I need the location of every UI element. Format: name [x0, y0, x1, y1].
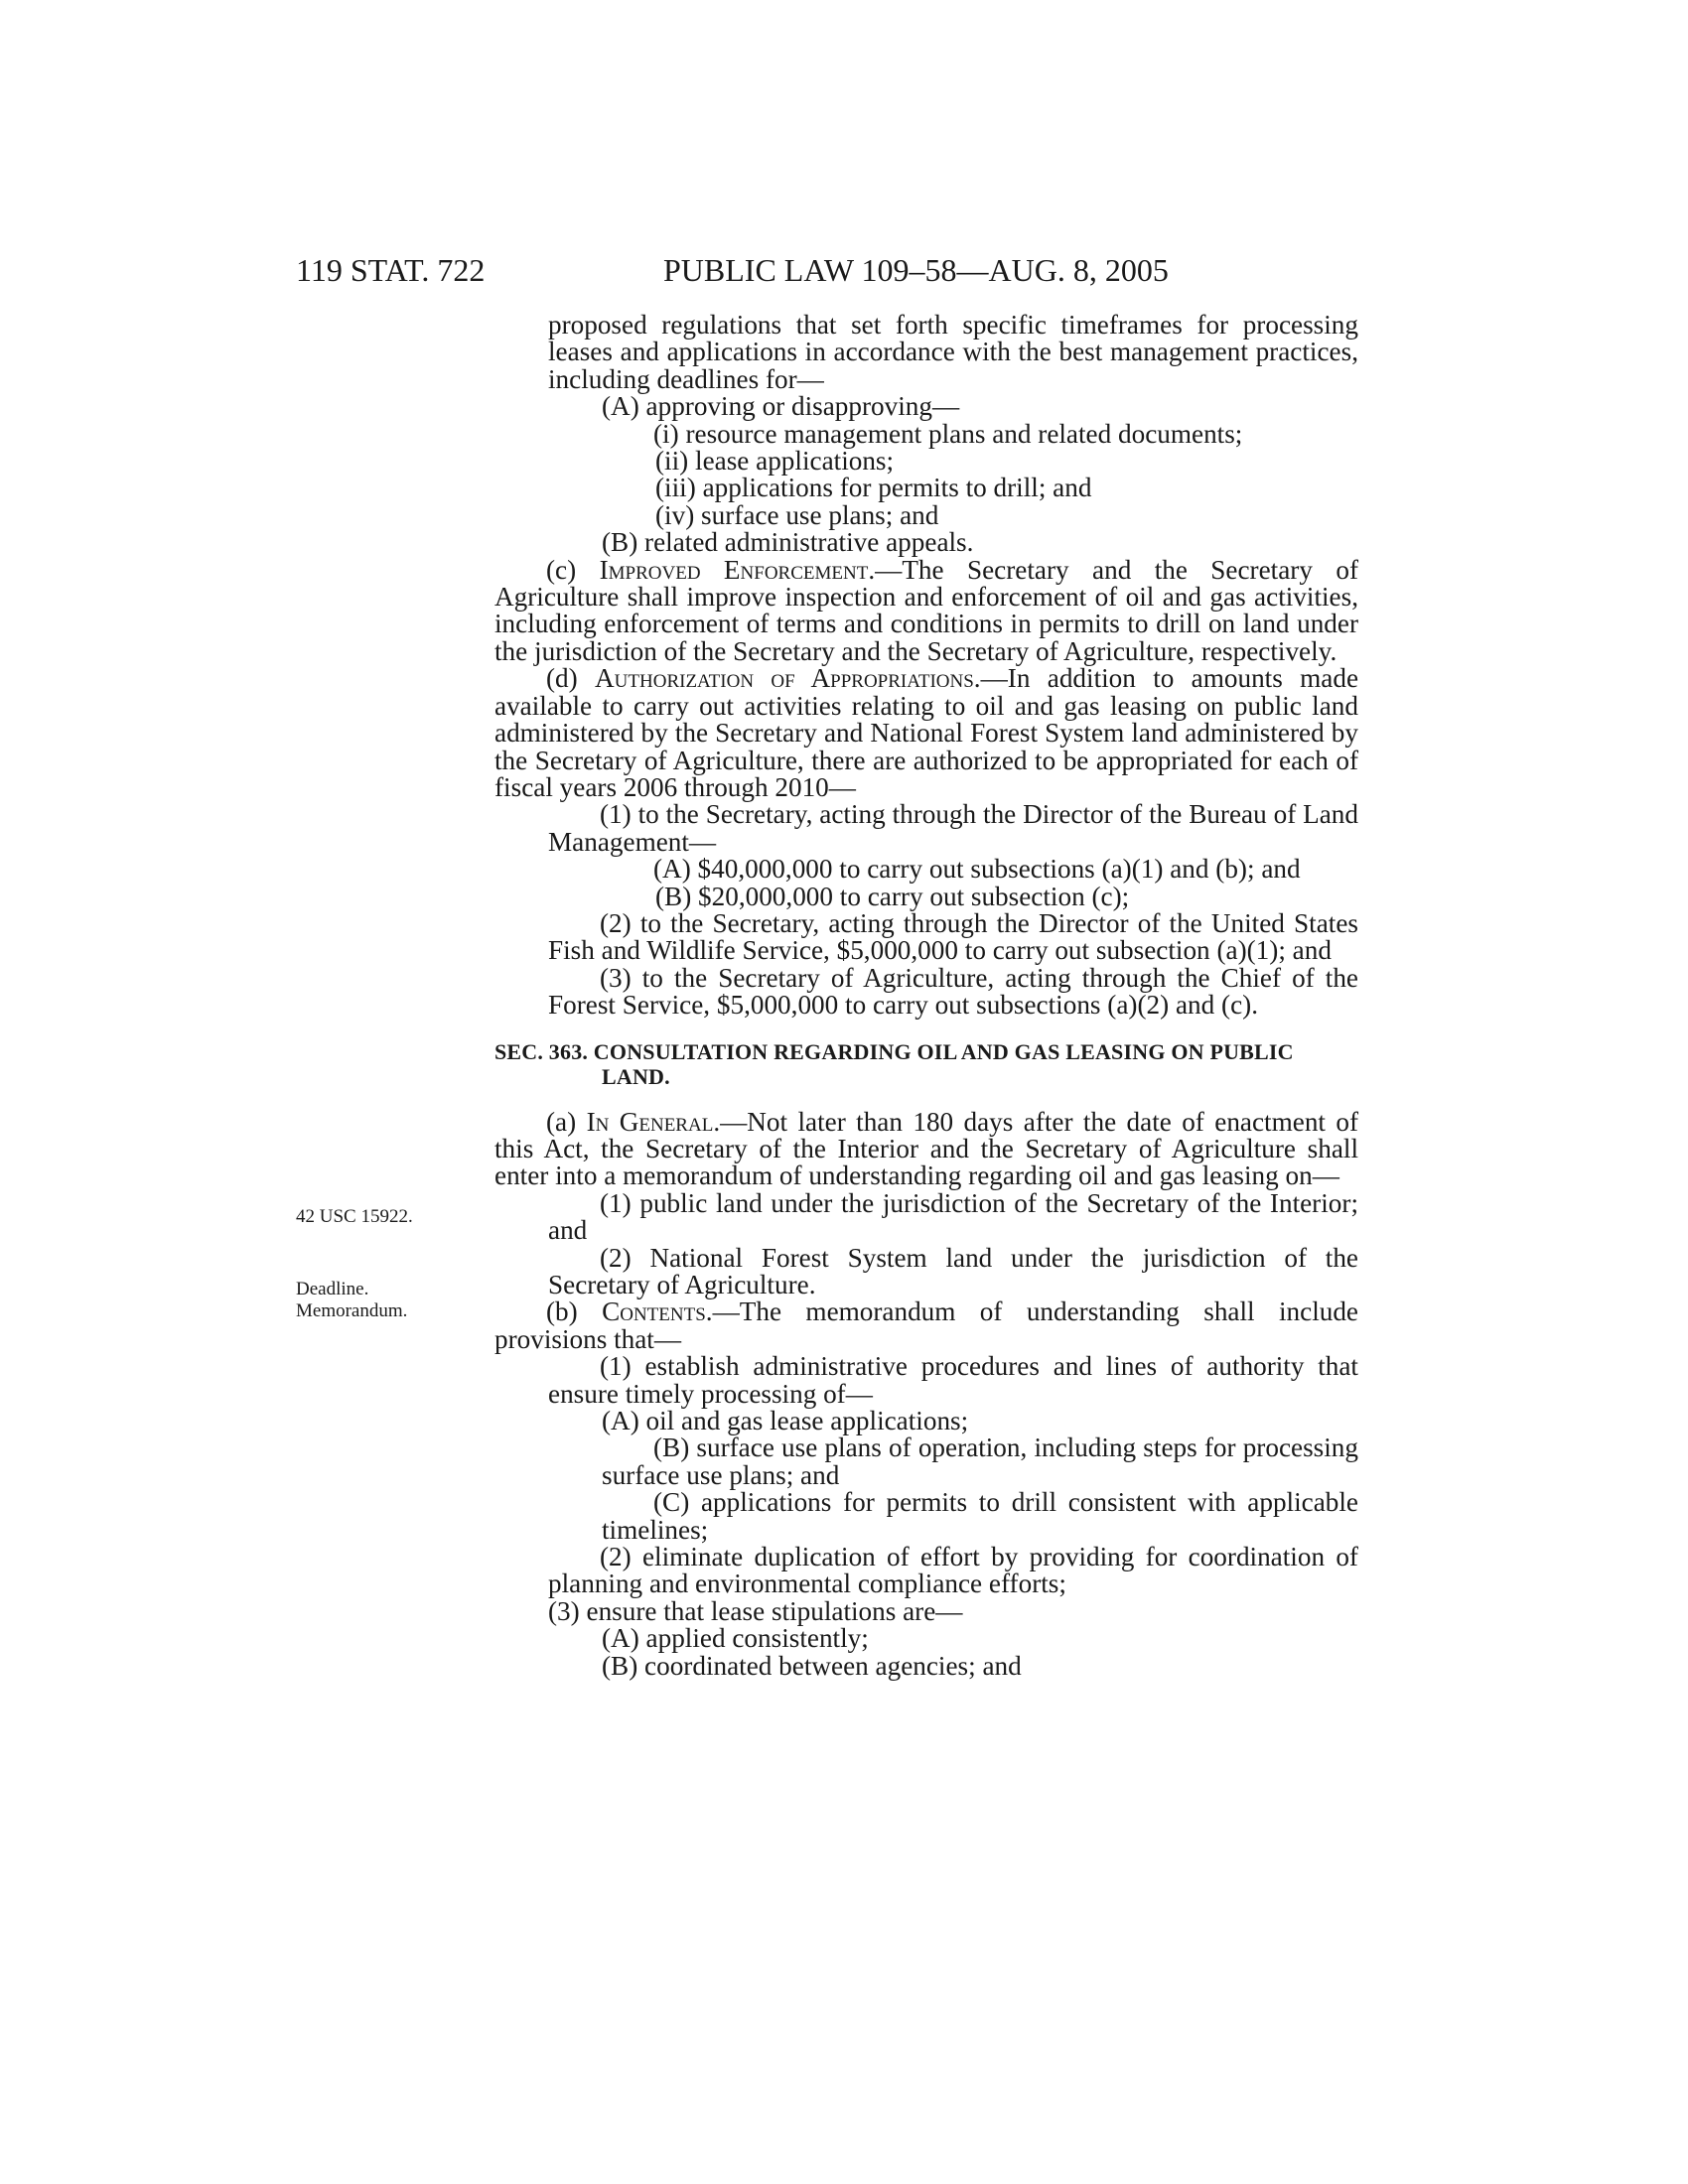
- paragraph-3-forest-service: (3) to the Secretary of Agriculture, acting through the Chief of the Forest Service, $5,000,000 to carry out subsections (a)(2) and (c).: [548, 962, 1358, 1021]
- subsection-d-label: (d): [546, 663, 596, 694]
- subsection-a-general: [494, 1106, 1358, 1191]
- paragraph-1-public-land: (1) public land under the jurisdiction of the Secretary of the Interior; and: [548, 1187, 1358, 1246]
- margin-note-usc: 42 USC 15922.: [296, 1206, 413, 1227]
- paragraph-continuation: proposed regulations that set forth specific timeframes for processing leases and applications in accordance with the best management practices, including deadlines for—: [548, 310, 1358, 394]
- subparagraph-c-permits: (C) applications for permits to drill consistent with applicable timelines;: [602, 1487, 1358, 1545]
- subsection-b-heading: Contents: [602, 1297, 706, 1327]
- body-text: [494, 312, 1358, 1680]
- paragraph-1-blm: (1) to the Secretary, acting through the Director of the Bureau of Land Management—: [548, 799, 1358, 857]
- clause-i-resource-plans: (i) resource management plans and related documents;: [653, 418, 1243, 449]
- subsection-c-enforcement: [494, 554, 1358, 666]
- subparagraph-a-40m: (A) $40,000,000 to carry out subsections (a)(1) and (b); and: [653, 854, 1301, 885]
- paragraph-b-appeals: (B) related administrative appeals.: [602, 527, 974, 558]
- subsection-c-heading: Improved Enforcement: [599, 554, 869, 585]
- subparagraph-b-coordinated: (B) coordinated between agencies; and: [602, 1650, 1022, 1681]
- margin-note-memorandum: Memorandum.: [296, 1300, 408, 1321]
- paragraph-1-procedures: (1) establish administrative procedures and lines of authority that ensure timely processing of—: [548, 1351, 1358, 1409]
- clause-iii-permits: (iii) applications for permits to drill; and: [655, 473, 1092, 503]
- subsection-a-text: .—Not later than 180 days after the date of enactment of this Act, the Secretary of the Interior and the Secretary of Agriculture shall enter into a memorandum of understanding regarding oil and gas leasing on—: [494, 1106, 1358, 1191]
- paragraph-3-text: (3) ensure that lease stipulations are—: [548, 1595, 963, 1626]
- subsection-b-text: .—The memorandum of understanding shall include provisions that—: [494, 1297, 1359, 1354]
- subsection-a-heading: In General: [586, 1106, 714, 1137]
- subsection-a-label: (a): [546, 1106, 587, 1137]
- subsection-b-label: (b): [546, 1297, 603, 1327]
- subparagraph-a-consistently: (A) applied consistently;: [602, 1623, 869, 1654]
- paragraph-a-approving: (A) approving or disapproving—: [602, 391, 960, 422]
- subsection-b-contents: [494, 1298, 1358, 1353]
- subsection-c-label: (c): [546, 554, 600, 585]
- subparagraph-b-20m: (B) $20,000,000 to carry out subsection (c);: [655, 881, 1130, 911]
- subsection-c-text: .—The Secretary and the Secretary of Agriculture shall improve inspection and enforcement of oil and gas activities, including enforcement of terms and conditions in permits to drill on land under the jurisdiction of the Secretary and the Secretary of Agriculture, respectively.: [494, 554, 1358, 666]
- subsection-d-heading: Authorization of Appropriations: [595, 663, 974, 694]
- margin-note-deadline: Deadline.: [296, 1279, 369, 1299]
- paragraph-2-duplication: (2) eliminate duplication of effort by providing for coordination of planning and environmental compliance efforts;: [548, 1542, 1358, 1599]
- subparagraph-a-lease-apps: (A) oil and gas lease applications;: [602, 1406, 969, 1436]
- subsection-d-text: .—In addition to amounts made available to carry out activities relating to oil and gas leasing on public land administered by the Secretary and National Forest System land administered by the Secretary of Agriculture, there are authorized to be appropriated for each of fiscal years 2006 through 2010—: [494, 663, 1359, 802]
- clause-ii-lease-applications: (ii) lease applications;: [655, 446, 895, 477]
- clause-iv-surface-use: (iv) surface use plans; and: [655, 499, 939, 530]
- paragraph-2-forest-land: (2) National Forest System land under the jurisdiction of the Secretary of Agriculture.: [548, 1242, 1358, 1299]
- paragraph-3-stipulations: [494, 1595, 1358, 1626]
- subparagraph-b-surface-plans: (B) surface use plans of operation, including steps for processing surface use plans; and: [602, 1433, 1358, 1490]
- running-head: [296, 250, 1358, 290]
- statute-page-number: 119 STAT. 722: [296, 252, 486, 288]
- paragraph-2-fws: (2) to the Secretary, acting through the Director of the United States Fish and Wildlife Service, $5,000,000 to carry out subsection (a)(1); and: [548, 907, 1358, 966]
- section-363-heading: SEC. 363. CONSULTATION REGARDING OIL AND GAS LEASING ON PUBLIC LAND.: [494, 1038, 1294, 1089]
- public-law-title: PUBLIC LAW 109–58—AUG. 8, 2005: [663, 252, 1169, 288]
- subsection-d-appropriations: [494, 665, 1358, 801]
